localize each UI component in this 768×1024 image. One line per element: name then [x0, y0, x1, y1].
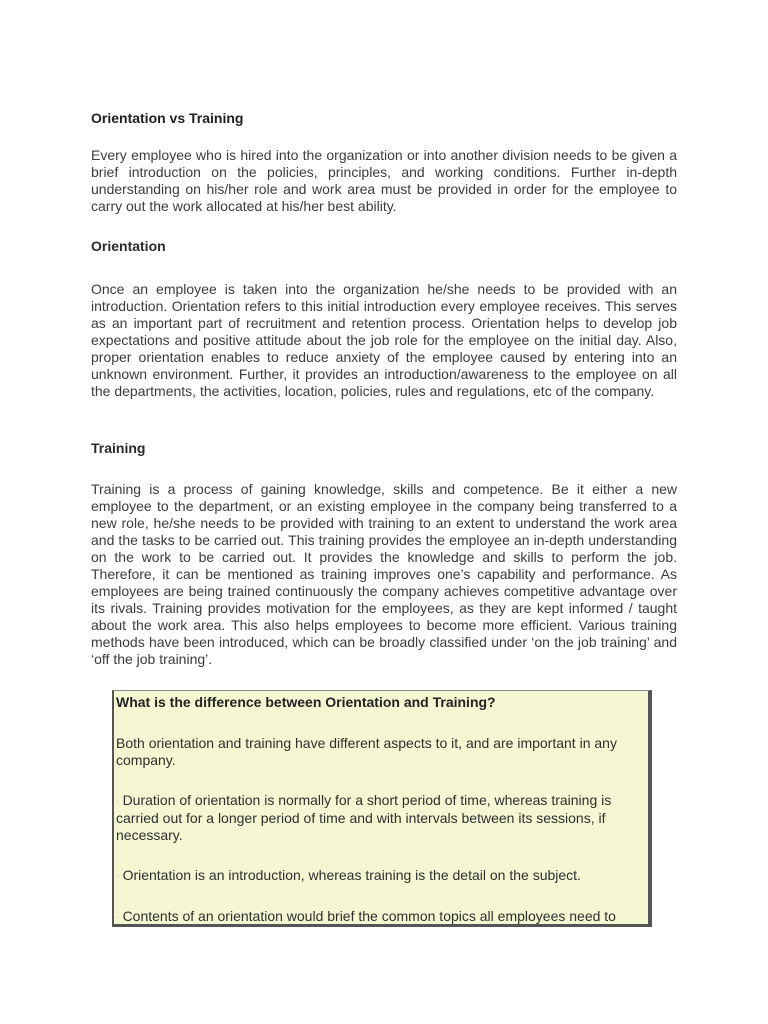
- bullet-marker: ·: [116, 871, 119, 881]
- difference-point-text: Duration of orientation is normally for a short period of time, whereas training is carried out for a longer period of time and with intervals between its sessions, if necessary.: [116, 792, 612, 843]
- difference-box-title: What is the difference between Orientation and Training?: [116, 694, 496, 710]
- page-title: Orientation vs Training: [91, 110, 244, 126]
- difference-box-content: [116, 694, 636, 927]
- bullet-marker: ·: [116, 912, 119, 922]
- difference-point-text: Contents of an orientation would brief the common topics all employees need to: [122, 907, 616, 924]
- training-heading: Training: [91, 440, 146, 456]
- difference-point-text: Orientation is an introduction, whereas training is the detail on the subject.: [122, 866, 581, 883]
- bullet-marker: ·: [116, 796, 119, 806]
- difference-point: [116, 908, 636, 926]
- difference-box-intro: Both orientation and training have different aspects to it, and are important in any company.: [116, 735, 617, 768]
- orientation-paragraph: Once an employee is taken into the organization he/she needs to be provided with an introduction. Orientation refers to this initial introduction every employee receives. This serves as an important part of recruitment and retention process. Orientation helps to develop job expectations and positive attitude about the job role for the employee on the initial day. Also, proper orientation enables to reduce anxiety of the employee caused by entering into an unknown environment. Further, it provides an introduction/awareness to the employee on all the departments, the activities, location, policies, rules and regulations, etc of the company.: [91, 281, 677, 399]
- difference-point: [116, 867, 636, 885]
- difference-point: [116, 792, 636, 844]
- intro-paragraph: Every employee who is hired into the organization or into another division needs to be given a brief introduction on the policies, principles, and working conditions. Further in-depth understanding on his/her role and work area must be provided in order for the employee to carry out the work allocated at his/her best ability.: [91, 147, 677, 214]
- orientation-heading: Orientation: [91, 238, 166, 254]
- difference-box: [112, 690, 652, 927]
- training-paragraph: Training is a process of gaining knowledge, skills and competence. Be it either a new employee to the department, or an existing employee in the company being transferred to a new role, he/she needs to be provided with training to an extent to understand the work area and the tasks to be carried out. This training provides the employee an in-depth understanding on the work to be carried out. It provides the knowledge and skills to perform the job. Therefore, it can be mentioned as training improves one’s capability and performance. As employees are being trained continuously the company achieves competitive advantage over its rivals. Training provides motivation for the employees, as they are kept informed / taught about the work area. This also helps employees to become more efficient. Various training methods have been introduced, which can be broadly classified under ‘on the job training’ and ‘off the job training’.: [91, 481, 677, 667]
